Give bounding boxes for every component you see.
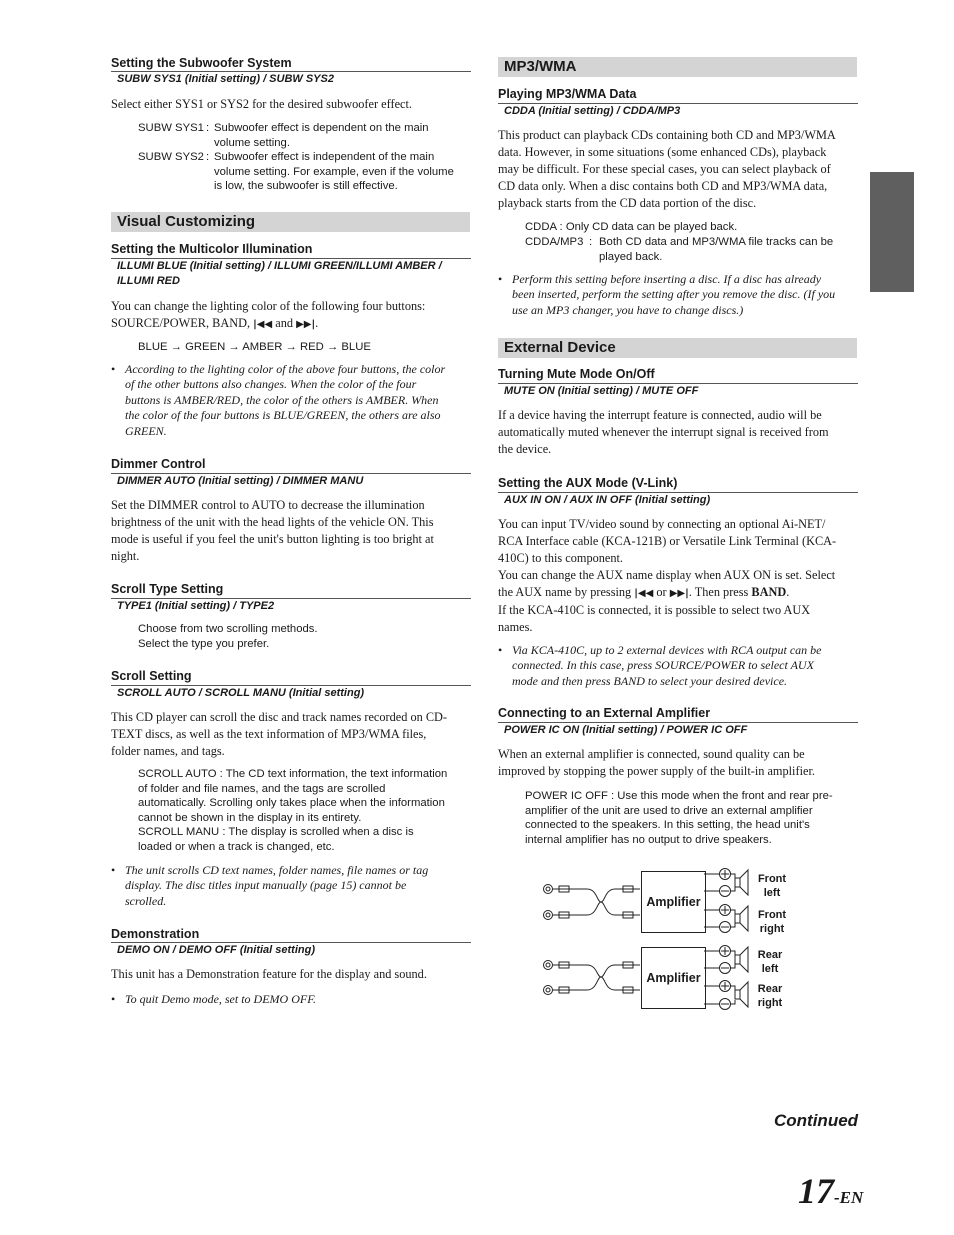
- amp-title: Connecting to an External Amplifier: [498, 706, 711, 720]
- rear-left-label: Rear left: [757, 949, 783, 975]
- prev-track-icon: |◀◀: [253, 319, 273, 330]
- power-ic-off-def: POWER IC OFF : Use this mode when the front and rear pre- amplifier of the unit are used to drive an external amplifier connected to the speakers. In this setting, the head unit's internal amplifier has no output to drive speakers.: [525, 790, 833, 846]
- demo-note: • To quit Demo mode, set to DEMO OFF.: [111, 992, 316, 1006]
- prev-track-icon: |◀◀: [634, 588, 654, 599]
- dimmer-options: DIMMER AUTO (Initial setting) / DIMMER MANU: [111, 473, 471, 489]
- playing-title: Playing MP3/WMA Data: [498, 87, 637, 101]
- scroll-manu-def: SCROLL MANU : The display is scrolled when a disc is loaded or when a track is changed, etc.: [138, 826, 414, 853]
- bullet-icon: •: [111, 863, 116, 877]
- playing-note: • Perform this setting before inserting a disc. If a disc has already been inserted, perform the setting after you remove the disc. (If you use an MP3 changer, you have to change discs.): [498, 272, 836, 317]
- speaker-rear-left-icon: [720, 946, 749, 974]
- subwoofer-title: Setting the Subwoofer System: [111, 56, 292, 70]
- scroll-title: Scroll Setting: [111, 669, 192, 683]
- external-device-heading: External Device: [498, 338, 857, 358]
- mp3-wma-heading: MP3/WMA: [498, 57, 857, 77]
- speaker-front-left-icon: [720, 869, 749, 897]
- next-track-icon: ▶▶|: [669, 588, 689, 599]
- dimmer-title: Dimmer Control: [111, 457, 206, 471]
- page-number: 17-EN: [798, 1171, 864, 1211]
- demo-options: DEMO ON / DEMO OFF (Initial setting): [111, 942, 471, 958]
- visual-customizing-heading: Visual Customizing: [111, 212, 470, 232]
- scroll-type-title: Scroll Type Setting: [111, 582, 224, 596]
- rca-jack-icon: [544, 961, 553, 970]
- rca-jack-icon: [544, 885, 553, 894]
- demo-body: This unit has a Demonstration feature for the display and sound.: [111, 967, 427, 981]
- playing-options: CDDA (Initial setting) / CDDA/MP3: [498, 103, 858, 119]
- continued-label: Continued: [774, 1111, 859, 1130]
- scroll-type-body: Choose from two scrolling methods. Select the type you prefer.: [138, 623, 318, 650]
- rca-jack-icon: [544, 986, 553, 995]
- front-right-label: Front right: [757, 909, 787, 935]
- amplifier-box-rear: Amplifier: [641, 947, 706, 1009]
- next-track-icon: ▶▶|: [296, 319, 316, 330]
- mute-body: If a device having the interrupt feature is connected, audio will be automatically muted whenever the interrupt signal is received from the device.: [498, 408, 829, 456]
- aux-options: AUX IN ON / AUX IN OFF (Initial setting): [498, 492, 858, 508]
- rear-right-label: Rear right: [757, 983, 783, 1009]
- bullet-icon: •: [498, 272, 503, 286]
- amp-body: When an external amplifier is connected, sound quality can be improved by stopping the power supply of the built-in amplifier.: [498, 747, 815, 778]
- subwoofer-options: SUBW SYS1 (Initial setting) / SUBW SYS2: [111, 71, 471, 87]
- scroll-body: This CD player can scroll the disc and track names recorded on CD- TEXT discs, as well as the text information of MP3/WMA files, folder names, and tags.: [111, 710, 448, 758]
- speaker-rear-right-icon: [720, 981, 749, 1010]
- mute-title: Turning Mute Mode On/Off: [498, 367, 655, 381]
- multicolor-options: ILLUMI BLUE (Initial setting) / ILLUMI GREEN/ILLUMI AMBER / ILLUMI RED: [111, 258, 471, 289]
- scroll-note: • The unit scrolls CD text names, folder names, file names or tag display. The disc titles input manually (page 15) cannot be scrolled.: [111, 863, 429, 908]
- front-left-label: Front left: [757, 873, 787, 899]
- mute-options: MUTE ON (Initial setting) / MUTE OFF: [498, 383, 858, 399]
- aux-body: You can input TV/video sound by connecting an optional Ai-NET/ RCA Interface cable (KCA-121B) or Versatile Link Terminal (KCA- 410C) to this component. You can change the AUX name display when AUX ON is set. Select the AUX name by pressing |◀◀ or ▶▶|. Then press BAND. If the KCA-410C is connected, it is possible to select two AUX names.: [498, 517, 837, 634]
- subwoofer-body: Select either SYS1 or SYS2 for the desired subwoofer effect.: [111, 97, 412, 111]
- amplifier-box-front: Amplifier: [641, 871, 706, 933]
- scroll-options: SCROLL AUTO / SCROLL MANU (Initial setting): [111, 685, 471, 701]
- scroll-auto-def: SCROLL AUTO : The CD text information, the text information of folder and file names, and the tags are scrolled automatically. Scrolling only takes place when the information cannot be shown in the display in its entirety.: [138, 768, 448, 824]
- bullet-icon: •: [111, 992, 116, 1006]
- aux-note: • Via KCA-410C, up to 2 external devices with RCA output can be connected. In this case, press SOURCE/POWER to select AUX mode and then press BAND to select your desired device.: [498, 643, 822, 688]
- speaker-front-right-icon: [720, 905, 749, 933]
- dimmer-body: Set the DIMMER control to AUTO to decrease the illumination brightness of the unit with the head lights of the vehicle ON. This mode is useful if you feel the unit's button lighting is too bright at night.: [111, 498, 434, 563]
- bullet-icon: •: [111, 362, 116, 376]
- rca-jack-icon: [544, 911, 553, 920]
- multicolor-title: Setting the Multicolor Illumination: [111, 242, 313, 256]
- playing-body: This product can playback CDs containing both CD and MP3/WMA data. However, in some situations (some enhanced CDs), playback may be difficult. For these special cases, you can select playback of CD data only. When a disc contains both CD and MP3/WMA data, playback starts from the CD data portion of the disc.: [498, 128, 836, 210]
- multicolor-note: • According to the lighting color of the above four buttons, the color of the other buttons also changes. When the color of the four buttons is AMBER/RED, the color of the others is AMBER. When the color of the four buttons is BLUE/GREEN, the others are also GREEN.: [111, 362, 446, 438]
- multicolor-body: You can change the lighting color of the following four buttons: SOURCE/POWER, BAND, |◀◀ and ▶▶|.: [111, 299, 426, 330]
- scroll-type-options: TYPE1 (Initial setting) / TYPE2: [111, 598, 471, 614]
- bullet-icon: •: [498, 643, 503, 657]
- demo-title: Demonstration: [111, 927, 200, 941]
- section-tab: [870, 172, 914, 292]
- amp-options: POWER IC ON (Initial setting) / POWER IC OFF: [498, 722, 858, 738]
- aux-title: Setting the AUX Mode (V-Link): [498, 476, 678, 490]
- color-sequence: BLUE → GREEN → AMBER → RED → BLUE: [138, 341, 371, 353]
